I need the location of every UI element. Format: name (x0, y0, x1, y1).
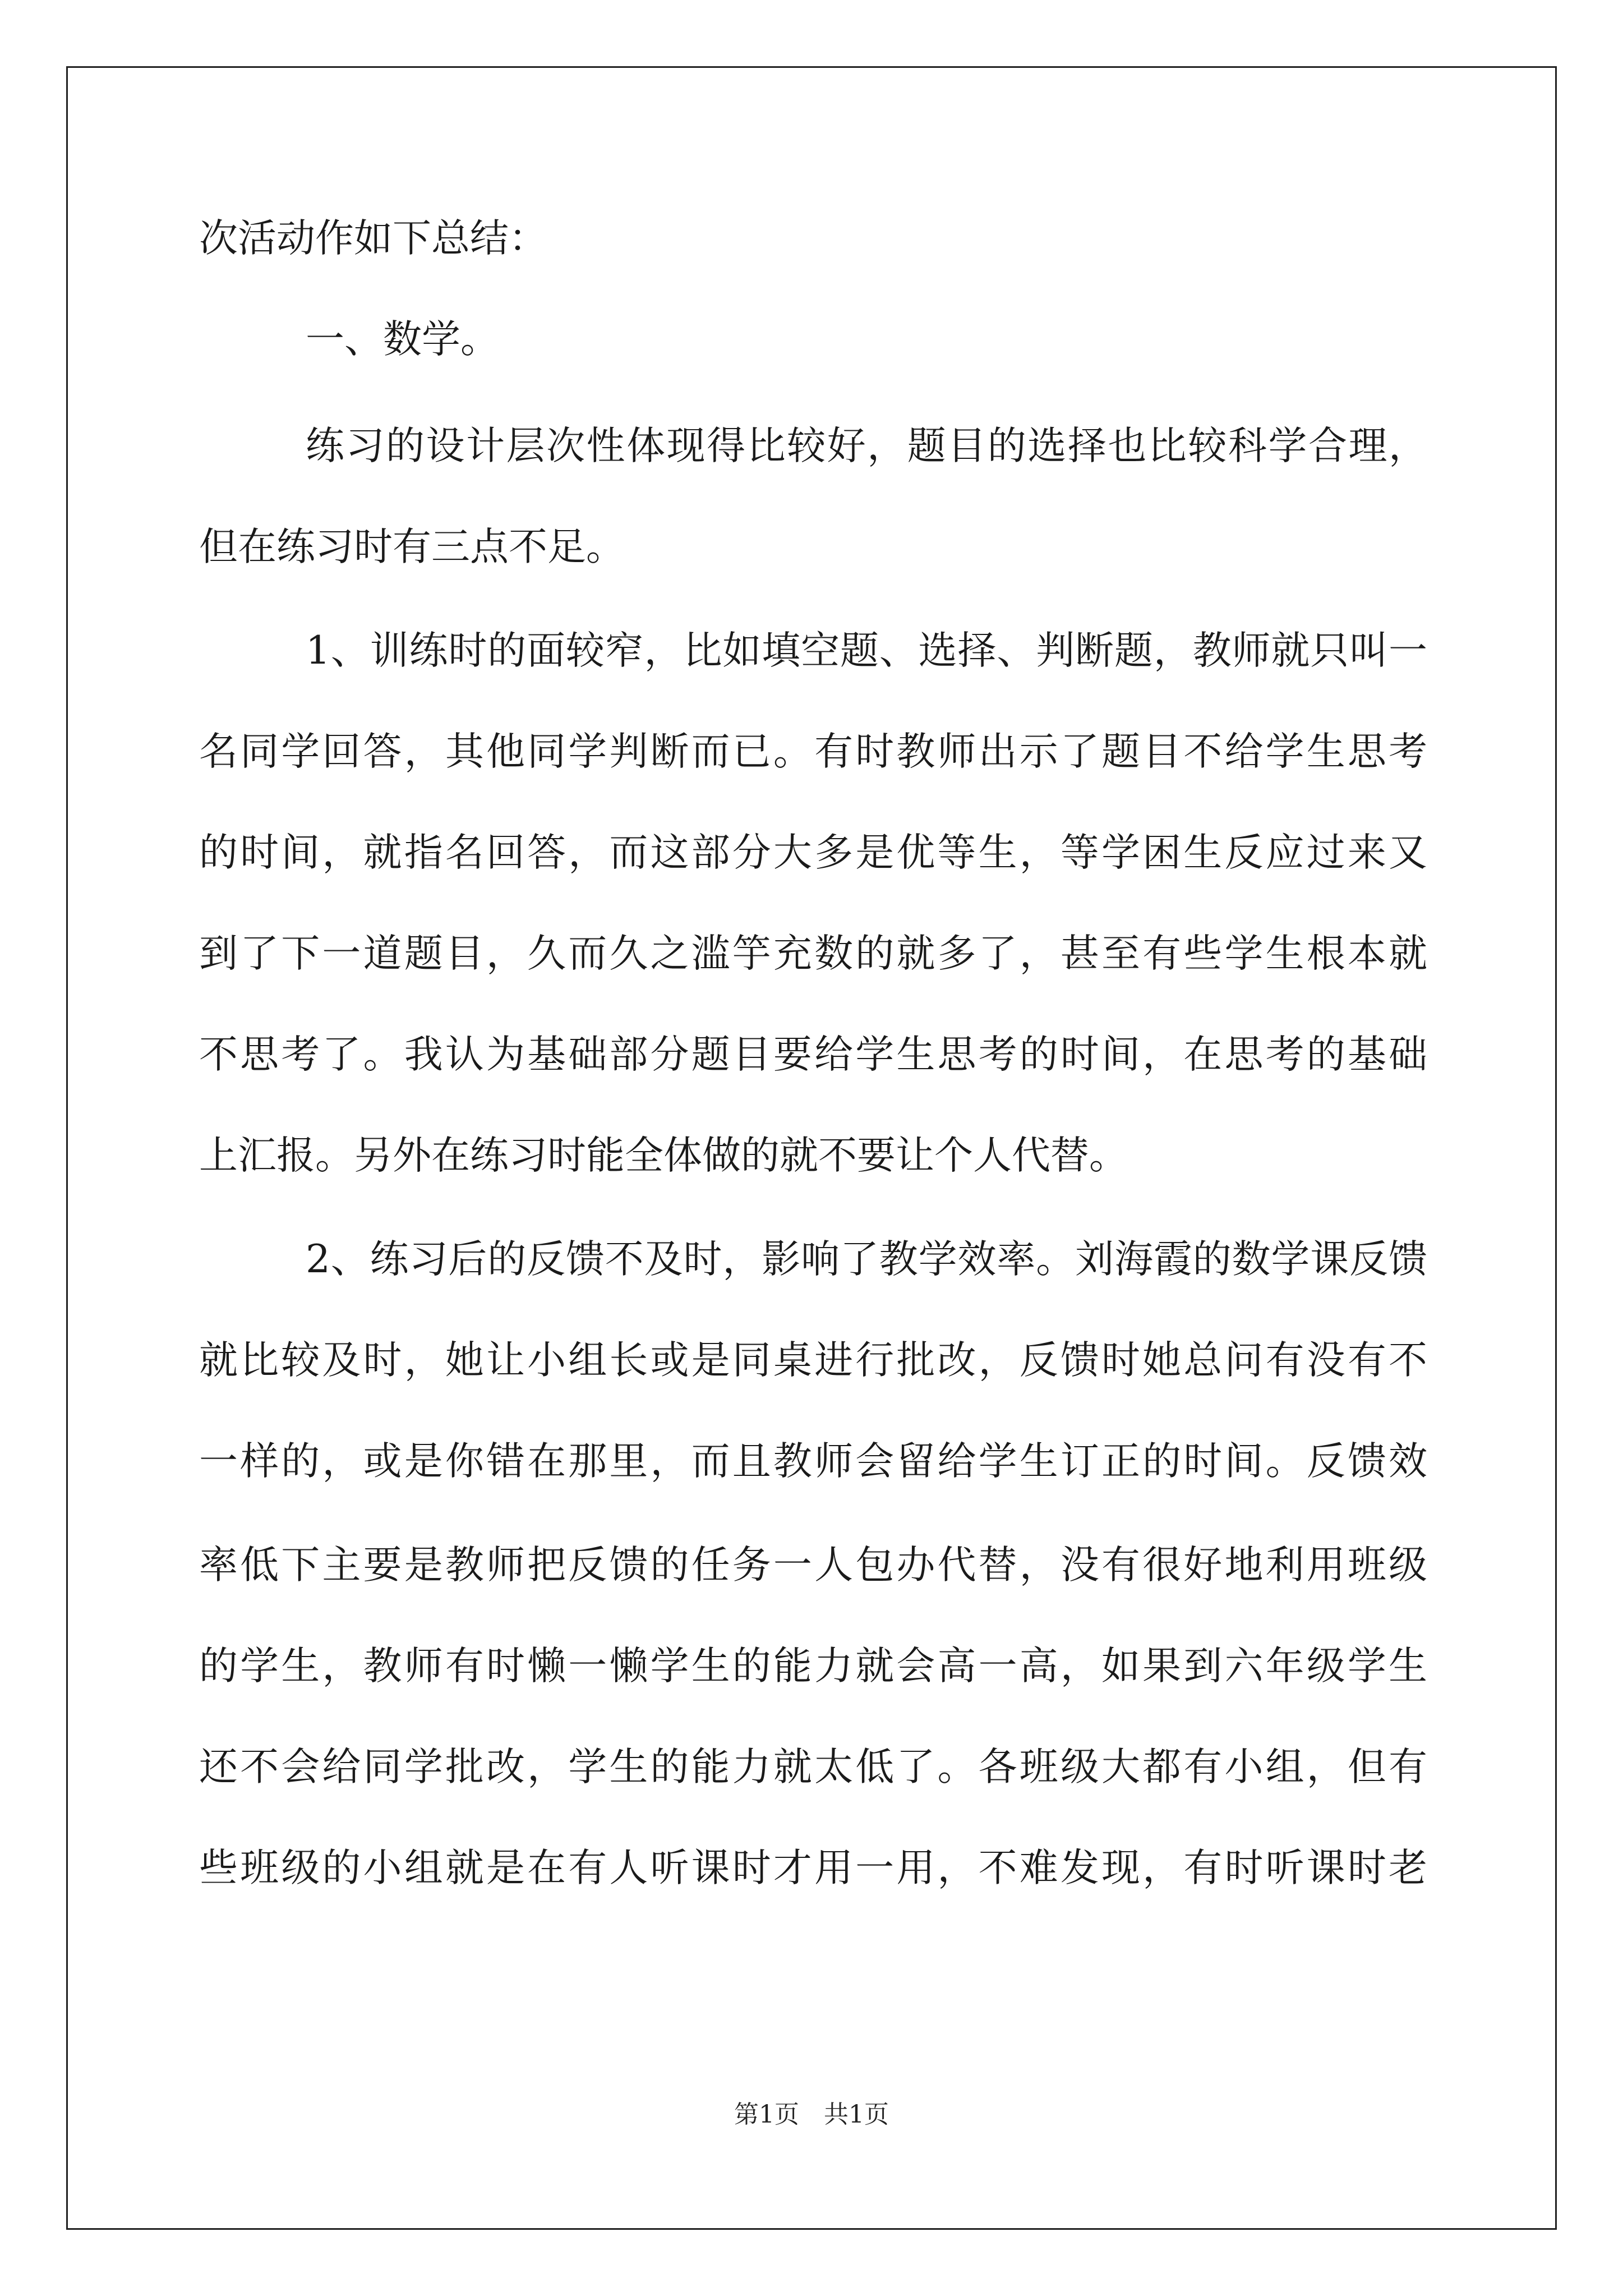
text-line: 不思考了。我认为基础部分题目要给学生思考的时间，在思考的基础 (199, 1032, 1427, 1077)
text-line: 名同学回答，其他同学判断而已。有时教师出示了题目不给学生思考 (199, 729, 1427, 774)
text-line: 的学生，教师有时懒一懒学生的能力就会高一高，如果到六年级学生 (199, 1644, 1427, 1688)
text-line: 上汇报。另外在练习时能全体做的就不要让个人代替。 (199, 1133, 1128, 1178)
text-line: 1、训练时的面较窄，比如填空题、选择、判断题，教师就只叫一 (306, 628, 1427, 673)
text-line: 一样的，或是你错在那里，而且教师会留给学生订正的时间。反馈效 (199, 1439, 1427, 1484)
page-footer (0, 2098, 1623, 2132)
text-line: 率低下主要是教师把反馈的任务一人包办代替，没有很好地利用班级 (199, 1543, 1427, 1588)
text-line: 的时间，就指名回答，而这部分大多是优等生，等学困生反应过来又 (199, 830, 1427, 875)
text-line: 还不会给同学批改，学生的能力就太低了。各班级大都有小组，但有 (199, 1745, 1427, 1789)
section-heading: 一、数学。 (306, 317, 499, 362)
text-line: 次活动作如下总结： (199, 216, 547, 261)
text-line: 练习的设计层次性体现得比较好，题目的选择也比较科学合理， (306, 424, 1427, 468)
text-line: 就比较及时，她让小组长或是同桌进行批改，反馈时她总问有没有不 (199, 1338, 1427, 1383)
page-number-label: 第1页 共1页 (734, 2100, 889, 2129)
text-line: 但在练习时有三点不足。 (199, 524, 625, 569)
text-line: 些班级的小组就是在有人听课时才用一用，不难发现，有时听课时老 (199, 1846, 1427, 1890)
text-line: 到了下一道题目，久而久之滥竽充数的就多了，甚至有些学生根本就 (199, 931, 1427, 976)
text-line: 2、练习后的反馈不及时，影响了教学效率。刘海霞的数学课反馈 (306, 1237, 1427, 1282)
